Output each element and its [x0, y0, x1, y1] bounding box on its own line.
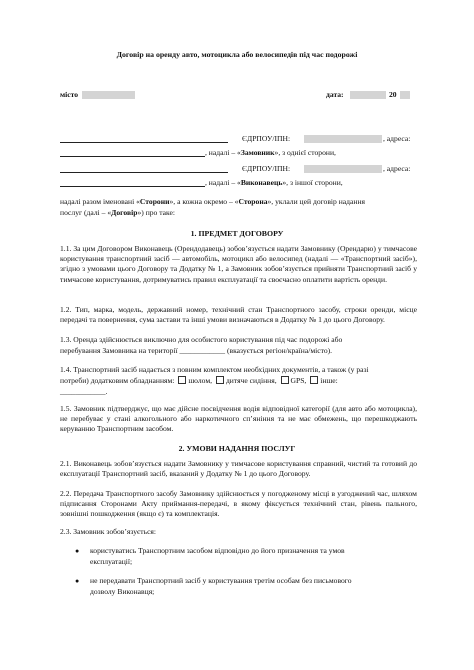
party2-address-label: , адреса:: [383, 164, 411, 173]
party2-edrpou-field[interactable]: [304, 165, 382, 173]
child-seat-checkbox[interactable]: [216, 376, 224, 384]
clause-2-2: 2.2. Передача Транспортного засобу Замовнику здійснюється у погодженому місці в узгоджений час, шляхом підписання Сторонами Акту приймання-передачі, в якому фіксується технічний стан, рівень пального, зовнішні пошкодження (якщо є) та комплектація.: [60, 489, 417, 519]
clause-2-3: 2.3. Замовник зобов’язується:: [60, 527, 157, 536]
clause-1-4-line3: ____________.: [60, 387, 108, 396]
clause-2-1: 2.1. Виконавець зобов’язується надати Замовнику у тимчасове користування справний, чистий та готовий до експлуатації Транспортний засіб, вказаний у Додатку № 1 до цього Договору.: [60, 459, 417, 479]
year-field[interactable]: [400, 91, 410, 99]
party2-edrpou-label: ЄДРПОУ/ІПН:: [242, 164, 291, 173]
party2-role: , надалі – «Виконавець», з іншої сторони,: [205, 178, 343, 187]
gps-checkbox[interactable]: [281, 376, 289, 384]
bullet-2-line2: дозволу Виконавця;: [90, 587, 155, 596]
bullet-1-line1: користуватись Транспортним засобом відповідно до його призначення та умов: [90, 546, 345, 555]
clause-1-3-line1: 1.3. Оренда здійснюється виключно для особистого користування під час подорожі або: [60, 335, 343, 344]
bullet-icon: ●: [75, 547, 80, 555]
intro-line-2: послуг (далі – «Договір») про таке:: [60, 208, 176, 217]
document-title: Договір на оренду авто, мотоцикла або велосипедів під час подорожі: [116, 50, 358, 59]
bullet-1-line2: експлуатації;: [90, 557, 133, 566]
city-label: місто: [60, 90, 79, 99]
date-field[interactable]: [350, 91, 386, 99]
clause-1-2: 1.2. Тип, марка, модель, державний номер, технічний стан Транспортного засобу, строки оренди, місце передачі та повернення, сума застави та інші умови визначаються в Додатку № 1 до цього Договору.: [60, 305, 417, 325]
clause-1-4-line1: 1.4. Транспортний засіб надається з повним комплектом необхідних документів, а також (у разі: [60, 365, 369, 374]
party1-name-line[interactable]: [60, 142, 228, 143]
intro-line-1: надалі разом іменовані «Сторони», а кожна окремо – «Сторона», уклали цей договір надання: [60, 197, 366, 206]
other-checkbox[interactable]: [310, 376, 318, 384]
clause-1-1: 1.1. За цим Договором Виконавець (Орендодавець) зобов’язується надати Замовнику (Орендарю) у тимчасове користування транспортний засіб — автомобіль, мотоцикл або велосипед (надалі — «Транспортний засіб»), згідно з умовами цього Договору та Додатку № 1, а Замовник зобов’язується прийняти Транспортний засіб у тимчасове користування, дотримуватись правил експлуатації та своєчасно оплатити вартість оренди.: [60, 244, 417, 284]
bullet-2-line1: не передавати Транспортний засіб у користування третім особам без письмового: [90, 576, 352, 585]
clause-1-3-line2: перебування Замовника на території ____________ (вказується регіон/країна/місто).: [60, 346, 333, 355]
helmet-checkbox[interactable]: [178, 376, 186, 384]
party2-address-line[interactable]: [60, 186, 205, 187]
section2-heading: 2. УМОВИ НАДАННЯ ПОСЛУГ: [178, 444, 296, 453]
party1-address-label: , адреса:: [383, 134, 411, 143]
clause-1-4-line2: потреби) додатковим обладнанням: шолом, дитяче сидіння, GPS, інше:: [60, 376, 338, 385]
date-label: дата:: [326, 90, 344, 99]
bullet-icon: ●: [75, 577, 80, 585]
clause-1-5: 1.5. Замовник підтверджує, що має дійсне посвідчення водія відповідної категорії (для авто або мотоцикла), не перебуває у стані алкогольного або наркотичного сп’яніння та не має обмежень, що перешкоджають керуванню Транспортним засобом.: [60, 404, 417, 434]
party2-name-line[interactable]: [60, 172, 228, 173]
year-prefix: 20: [389, 90, 397, 99]
party1-role: , надалі – «Замовник», з однієї сторони,: [205, 148, 336, 157]
section1-heading: 1. ПРЕДМЕТ ДОГОВОРУ: [190, 229, 284, 238]
city-field[interactable]: [82, 91, 135, 99]
party1-edrpou-field[interactable]: [304, 135, 382, 143]
party1-address-line[interactable]: [60, 156, 205, 157]
party1-edrpou-label: ЄДРПОУ/ІПН:: [242, 134, 291, 143]
